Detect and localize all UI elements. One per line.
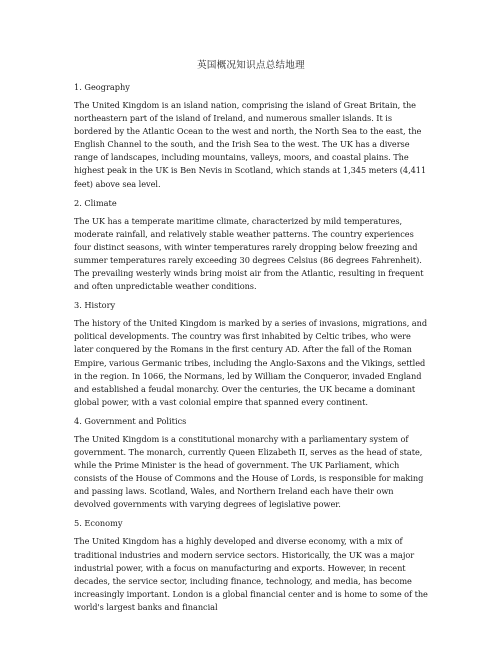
section-history	[74, 299, 432, 409]
section-geography	[74, 81, 432, 191]
section-body: The United Kingdom is an island nation, comprising the island of Great Britain, the northeastern part of the island of Ireland, and numerous smaller islands. It is bordered by the Atlantic Ocean to the west and north, the North Sea to the east, the English Channel to the south, and the Irish Sea to the west. The UK has a diverse range of landscapes, including mountains, valleys, moors, and coastal plains. The highest peak in the UK is Ben Nevis in Scotland, which stands at 1,345 meters (4,411 feet) above sea level.	[74, 100, 427, 189]
section-body: The UK has a temperate maritime climate, characterized by mild temperatures, moderate rainfall, and relatively stable weather patterns. The country experiences four distinct seasons, with winter temperatures rarely dropping below freezing and summer temperatures rarely exceeding 30 degrees Celsius (86 degrees Fahrenheit). The prevailing westerly winds bring moist air from the Atlantic, resulting in frequent and often unpredictable weather conditions.	[74, 215, 424, 292]
section-heading: 1. Geography	[74, 82, 130, 92]
section-body: The United Kingdom has a highly developed and diverse economy, with a mix of traditional industries and modern service sectors. Historically, the UK was a major industrial power, with a focus on manufacturing and exports. However, in recent decades, the service sector, including finance, technology, and media, has become increasingly important. London is a global financial center and is home to some of the world's largest banks and financial	[74, 536, 428, 612]
section-heading: 4. Government and Politics	[74, 415, 187, 426]
section-heading: 2. Climate	[74, 197, 117, 208]
document-title: 英国概况知识点总结地理	[197, 60, 305, 71]
section-heading: 5. Economy	[74, 518, 123, 529]
section-economy	[74, 517, 432, 614]
section-heading: 3. History	[74, 300, 116, 311]
section-body: The United Kingdom is a constitutional monarchy with a parliamentary system of government. The monarch, currently Queen Elizabeth II, serves as the head of state, while the Prime Minister is the head of government. The UK Parliament, which consists of the House of Commons and the House of Lords, is responsible for making and passing laws. Scotland, Wales, and Northern Ireland each have their own devolved governments with varying degrees of legislative power.	[74, 433, 424, 510]
document-content	[74, 81, 432, 620]
section-climate	[74, 197, 432, 294]
section-body: The history of the United Kingdom is marked by a series of invasions, migrations, and political developments. The country was first inhabited by Celtic tribes, who were later conquered by the Romans in the first century AD. After the fall of the Roman Empire, various Germanic tribes, including the Anglo-Saxons and the Vikings, settled in the region. In 1066, the Normans, led by William the Conqueror, invaded England and established a feudal monarchy. Over the centuries, the UK became a dominant global power, with a vast colonial empire that spanned every continent.	[74, 318, 428, 407]
section-government	[74, 415, 432, 512]
